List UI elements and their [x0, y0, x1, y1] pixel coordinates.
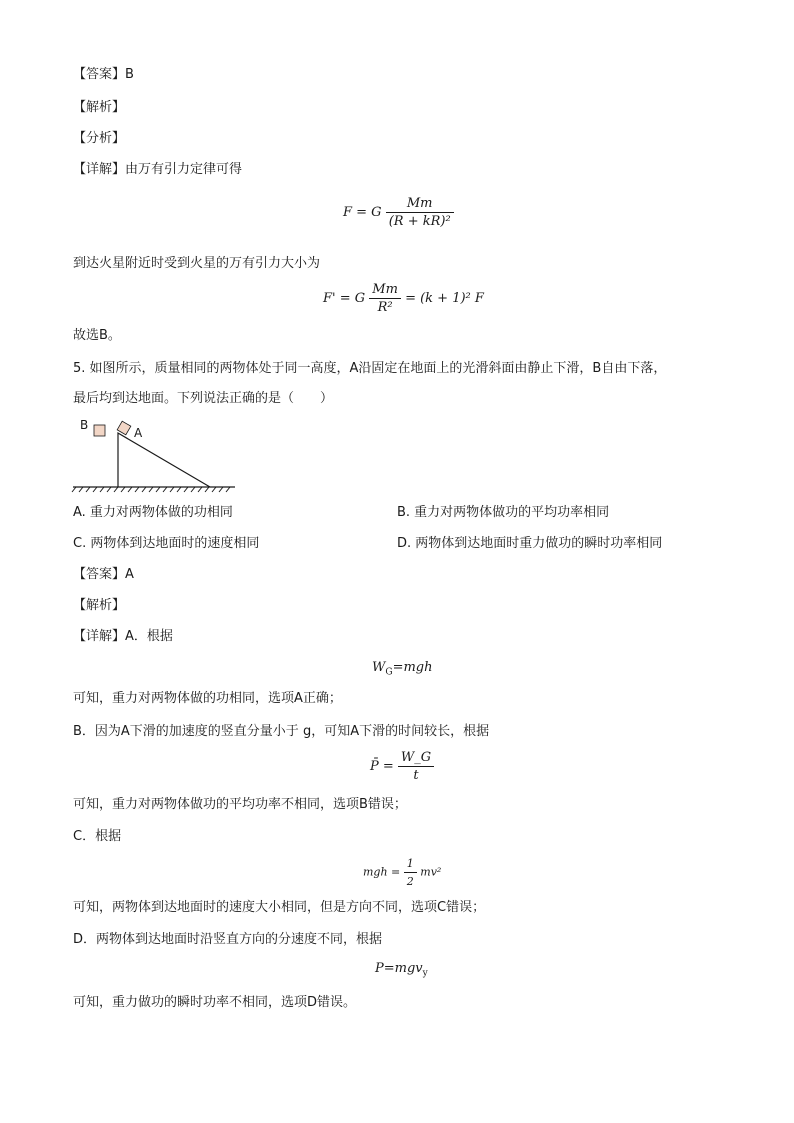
text-c2: 可知，两物体到达地面时的速度大小相同，但是方向不同，选项C错误；	[73, 900, 486, 915]
option-b: B. 重力对两物体做功的平均功率相同	[397, 505, 610, 520]
formula-work-w: W	[372, 660, 386, 675]
formula-mars-gravity	[323, 282, 484, 315]
formula-avg-num: W_G	[398, 750, 434, 767]
label-b: B	[80, 418, 89, 432]
option-a: A. 重力对两物体做的功相同	[73, 505, 233, 520]
text-d2: 可知，重力做功的瞬时功率不相同，选项D错误。	[73, 995, 357, 1010]
incline-figure	[70, 415, 240, 497]
formula-mars-lhs: F' = G	[323, 291, 366, 306]
text-b1: B．因为A下滑的加速度的竖直分量小于 g，可知A下滑的时间较长，根据	[73, 724, 490, 739]
option-c: C. 两物体到达地面时的速度相同	[73, 536, 260, 551]
analysis-label-q5: 【解析】	[73, 598, 126, 613]
fenxi-label-q4: 【分析】	[73, 131, 126, 146]
formula-mars-num: Mm	[369, 282, 401, 299]
block-a	[117, 421, 131, 435]
formula-energy-lhs: mgh =	[363, 865, 401, 879]
formula-work-rhs: =mgh	[392, 660, 433, 675]
formula-energy-num: 1	[404, 856, 417, 873]
answer-label-q5: 【答案】A	[73, 567, 134, 582]
formula-energy-rhs: mv²	[420, 865, 442, 879]
text-c1: C．根据	[73, 829, 122, 844]
formula-gravity-lhs: F = G	[343, 205, 382, 220]
analysis-label-q4: 【解析】	[73, 100, 126, 115]
formula-inst-power	[375, 961, 428, 979]
formula-gravity-num: Mm	[386, 196, 454, 213]
incline-slope	[118, 433, 210, 487]
formula-mars-den: R²	[377, 300, 393, 315]
text-a: 可知，重力对两物体做的功相同，选项A正确；	[73, 691, 342, 706]
formula-avg-power	[370, 750, 434, 783]
ground-hatching	[72, 487, 230, 492]
formula-gravity-den: (R + kR)²	[388, 214, 451, 229]
answer-label-q4: 【答案】B	[73, 67, 134, 82]
detail-line-q4: 【详解】由万有引力定律可得	[73, 162, 243, 177]
formula-inst-main: P=mgv	[375, 961, 423, 976]
block-b	[94, 425, 105, 436]
formula-inst-sub: y	[422, 968, 428, 979]
text-d1: D．两物体到达地面时沿竖直方向的分速度不同，根据	[73, 932, 383, 947]
formula-work-sub: G	[385, 667, 393, 678]
label-a: A	[134, 426, 143, 440]
choose-q4: 故选B。	[73, 328, 121, 343]
formula-avg-lhs: P̄ =	[370, 759, 394, 774]
text-b2: 可知，重力对两物体做功的平均功率不相同，选项B错误；	[73, 797, 407, 812]
option-d: D. 两物体到达地面时重力做功的瞬时功率相同	[397, 536, 663, 551]
q5-stem-line1: 5. 如图所示，质量相同的两物体处于同一高度，A沿固定在地面上的光滑斜面由静止下滑，B自由下落，	[73, 361, 667, 376]
formula-mars-rhs: = (k + 1)² F	[405, 291, 484, 306]
mars-text: 到达火星附近时受到火星的万有引力大小为	[73, 256, 321, 271]
formula-avg-den: t	[413, 768, 419, 783]
q5-stem-line2: 最后均到达地面。下列说法正确的是（ ）	[73, 391, 334, 406]
formula-gravity	[343, 196, 454, 229]
formula-work	[372, 660, 433, 678]
detail-a-line: 【详解】A．根据	[73, 629, 173, 644]
formula-energy-den: 2	[406, 875, 414, 888]
formula-energy	[363, 856, 441, 889]
